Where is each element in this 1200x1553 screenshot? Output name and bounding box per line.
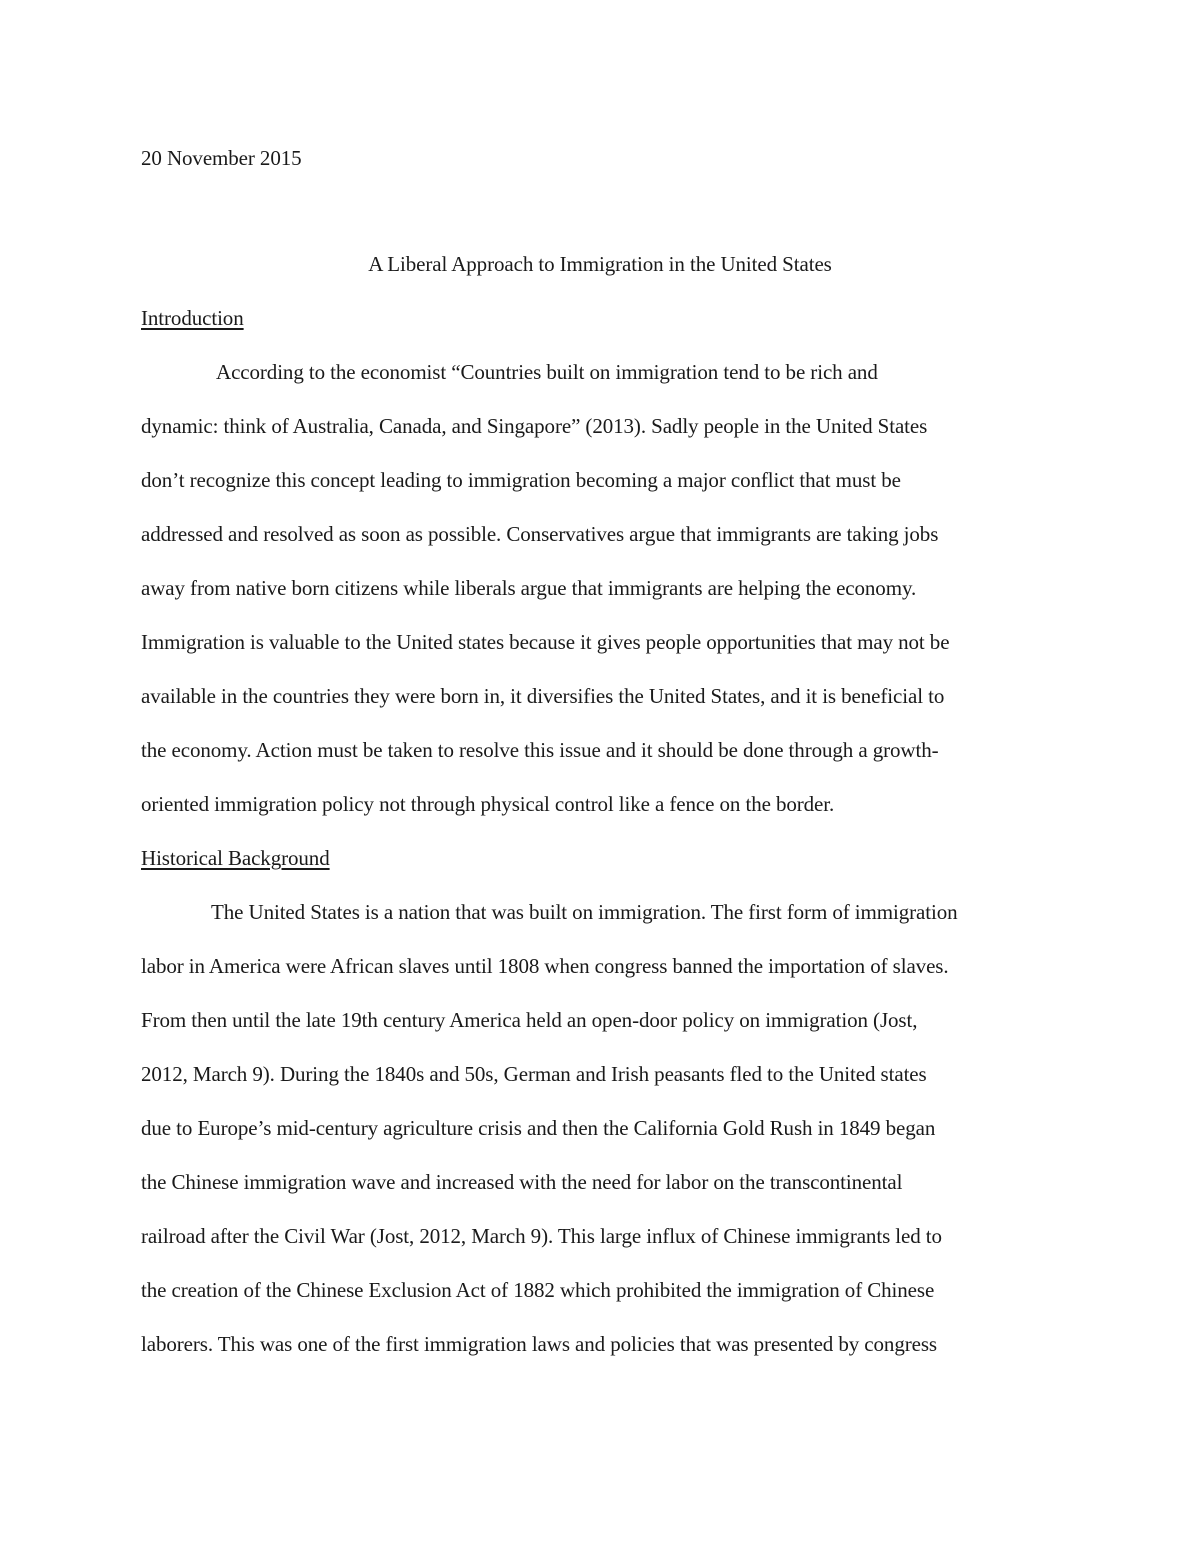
paragraph-line: 2012, March 9). During the 1840s and 50s, German and Irish peasants fled to the United states	[141, 1062, 927, 1086]
paragraph-line: From then until the late 19th century America held an open-door policy on immigration (Jost,	[141, 1008, 918, 1032]
paragraph-line: away from native born citizens while liberals argue that immigrants are helping the economy.	[141, 576, 917, 600]
paragraph-line: the economy. Action must be taken to resolve this issue and it should be done through a growth-	[141, 738, 939, 762]
paragraph-line: due to Europe’s mid-century agriculture crisis and then the California Gold Rush in 1849 began	[141, 1116, 936, 1140]
paragraph-line: the Chinese immigration wave and increased with the need for labor on the transcontinental	[141, 1170, 903, 1194]
section-heading-historical-background: Historical Background	[141, 846, 330, 870]
paragraph-line: According to the economist “Countries built on immigration tend to be rich and	[216, 360, 878, 384]
document-title: A Liberal Approach to Immigration in the United States	[368, 252, 832, 276]
paragraph-line: labor in America were African slaves until 1808 when congress banned the importation of slaves.	[141, 954, 949, 978]
paragraph-line: dynamic: think of Australia, Canada, and Singapore” (2013). Sadly people in the United States	[141, 414, 928, 438]
paragraph-line: oriented immigration policy not through physical control like a fence on the border.	[141, 792, 835, 816]
paragraph-line: Immigration is valuable to the United states because it gives people opportunities that may not be	[141, 630, 950, 654]
paragraph-line: addressed and resolved as soon as possible. Conservatives argue that immigrants are taking jobs	[141, 522, 939, 546]
paragraph-line: the creation of the Chinese Exclusion Act of 1882 which prohibited the immigration of Chinese	[141, 1278, 935, 1302]
document-date: 20 November 2015	[141, 146, 302, 170]
paragraph-line: railroad after the Civil War (Jost, 2012, March 9). This large influx of Chinese immigrants led to	[141, 1224, 942, 1248]
paragraph-line: available in the countries they were born in, it diversifies the United States, and it is beneficial to	[141, 684, 945, 708]
paragraph-line: The United States is a nation that was built on immigration. The first form of immigration	[211, 900, 958, 924]
paragraph-line: don’t recognize this concept leading to immigration becoming a major conflict that must be	[141, 468, 901, 492]
paragraph-line: laborers. This was one of the first immigration laws and policies that was presented by congress	[141, 1332, 937, 1356]
section-heading-introduction: Introduction	[141, 306, 244, 330]
